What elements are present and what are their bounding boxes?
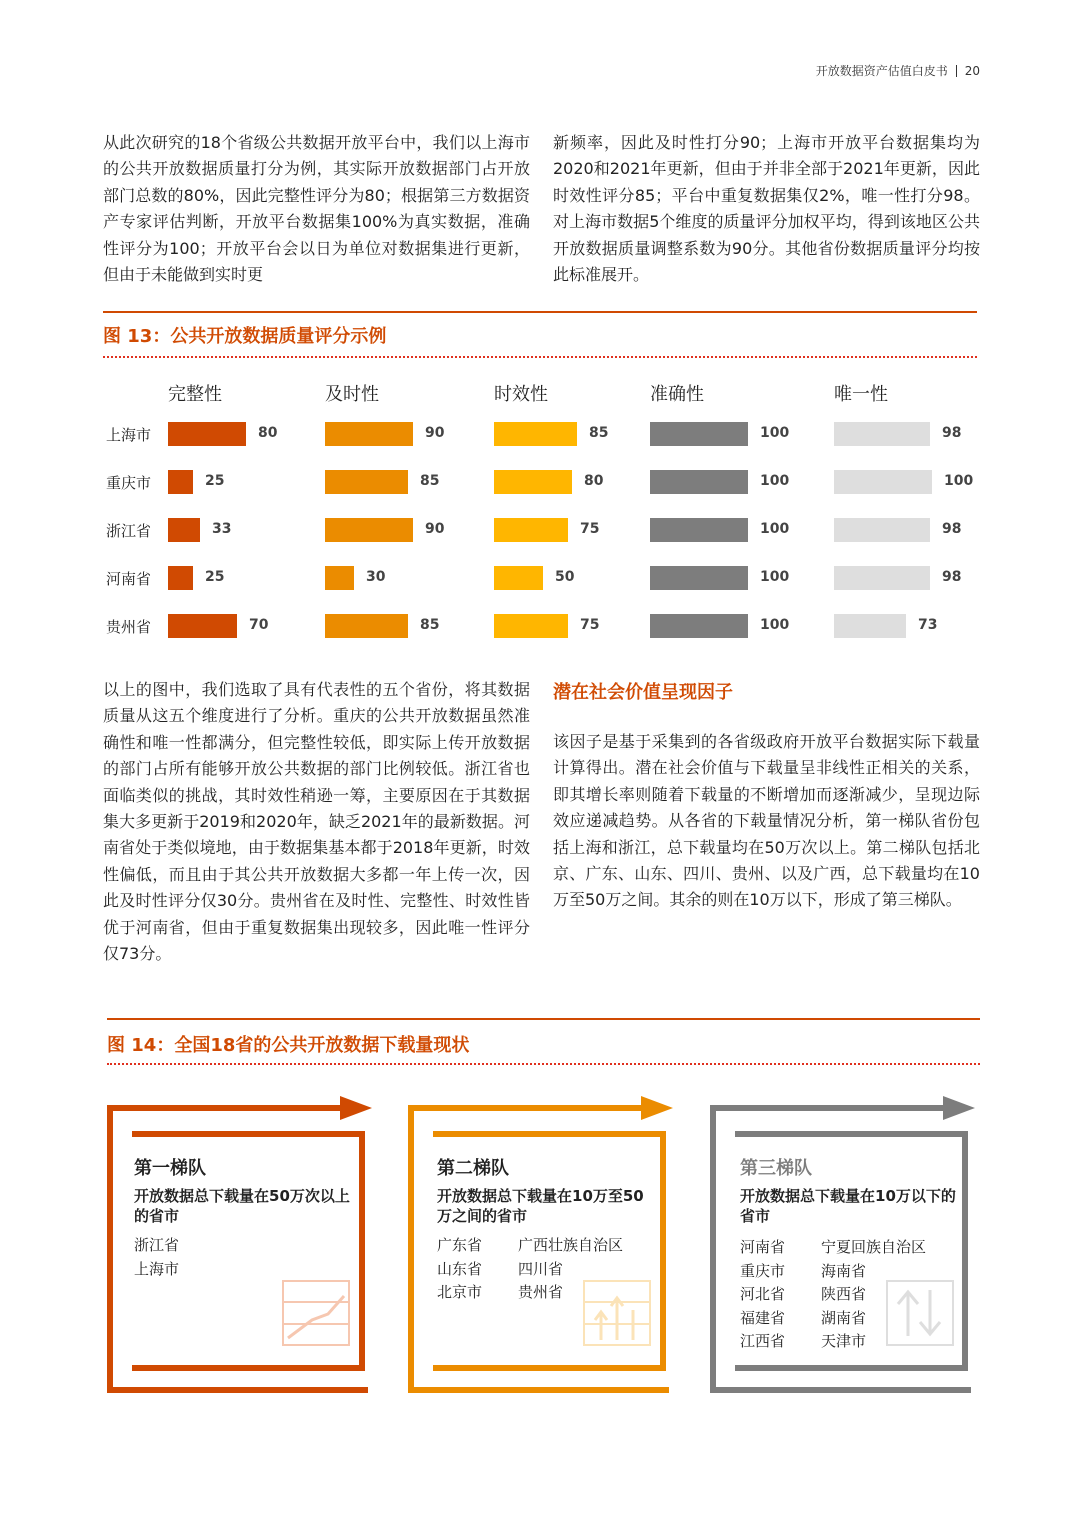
bar-value-label: 85 [420,617,440,633]
bar-chart-icon [583,1280,651,1346]
bar-value-label: 98 [942,521,962,537]
figure13-dotted-rule [103,356,977,358]
figure14-title: 图 14：全国18省的公共开放数据下载量现状 [107,1035,470,1056]
bar-value-label: 50 [555,569,575,585]
bar [168,614,237,638]
bar-value-label: 30 [366,569,386,585]
bar [494,614,568,638]
tier2-province: 广西壮族自治区 [518,1236,624,1254]
province-label: 浙江省 [106,522,152,540]
bar [494,422,577,446]
bar [834,422,930,446]
analysis-paragraph: 以上的图中，我们选取了具有代表性的五个省份，将其数据质量从这五个维度进行了分析。重庆的公共开放数据虽然准确性和唯一性都满分，但完整性较低，即实际上传开放数据的部门占所有能够开放公共数据的部门比例较低。浙江省也面临类似的挑战，其时效性稍逊一筹，主要原因在于其数据集大多更新于2019和2020年，缺乏2021年的最新数据。河南省处于类似境地，由于数据集基本都于2018年更新，时效性偏低，而且由于其公共开放数据大多都一年上传一次，因此及时性评分仅30分。贵州省在及时性、完整性、时效性皆优于河南省，但由于重复数据集出现较多，因此唯一性评分仅73分。 [103,680,530,964]
tier2-province: 四川省 [518,1259,564,1278]
tier3-province: 重庆市 [740,1261,786,1280]
tier3-province: 河北省 [740,1285,786,1303]
tier1-desc: 开放数据总下载量在50万次以上的省市 [134,1187,350,1225]
figure13-top-rule [103,311,977,313]
bar-value-label: 80 [258,425,278,441]
bar-value-label: 73 [918,617,938,633]
bar-value-label: 100 [760,425,790,441]
social-value-paragraph: 该因子是基于采集到的各省级政府开放平台数据实际下载量计算得出。潜在社会价值与下载量呈非线性正相关的关系，即其增长率则随着下载量的不断增加而逐渐减少，呈现边际效应递减趋势。从各省的下载量情况分析，第一梯队省份包括上海和浙江，总下载量均在50万次以上。第二梯队包括北京、广东、山东、四川、贵州、以及广西，总下载量均在10万至50万之间。其余的则在10万以下，形成了第三梯队。 [553,732,980,910]
bar [325,470,408,494]
figure14-top-rule [107,1018,980,1020]
section-subhead: 潜在社会价值呈现因子 [553,682,733,703]
bar [325,518,413,542]
dimension-label: 时效性 [494,384,548,405]
bar [834,470,932,494]
bar [168,518,200,542]
tier3-province: 海南省 [821,1261,867,1280]
tier1-title: 第一梯队 [134,1158,206,1179]
page-number: 20 [964,64,980,78]
tier3-province: 河南省 [740,1238,786,1256]
bar [834,566,930,590]
bar-value-label: 80 [584,473,604,489]
bar [650,422,748,446]
bar-value-label: 100 [944,473,974,489]
tier3-province: 宁夏回族自治区 [821,1238,927,1256]
page-header [816,62,980,79]
bar [325,614,408,638]
bar [650,566,748,590]
bar-value-label: 85 [589,425,609,441]
bar [650,518,748,542]
tier2-province: 北京市 [437,1283,483,1301]
bar-value-label: 25 [205,569,225,585]
figure13-title: 图 13：公共开放数据质量评分示例 [103,326,387,347]
bar [834,518,930,542]
bar-value-label: 70 [249,617,269,633]
bar-value-label: 75 [580,617,600,633]
bar-value-label: 25 [205,473,225,489]
province-label: 上海市 [106,426,152,444]
tier2-title: 第二梯队 [437,1158,509,1179]
bar [168,470,193,494]
tier3-province: 湖南省 [821,1308,867,1327]
tier3-desc: 开放数据总下载量在10万以下的省市 [740,1187,956,1225]
tier3-province: 江西省 [740,1332,786,1350]
tier3-province: 陕西省 [821,1285,867,1303]
bar [325,566,354,590]
province-label: 重庆市 [106,474,152,492]
tier3-list-col1 [740,1236,785,1354]
bar-value-label: 100 [760,521,790,537]
tier1-province: 浙江省 [134,1236,180,1254]
bar-value-label: 98 [942,425,962,441]
figure14-dotted-rule [107,1063,980,1065]
tier1-province: 上海市 [134,1259,180,1278]
dimension-label: 准确性 [650,384,704,405]
bar [168,566,193,590]
bar-value-label: 98 [942,569,962,585]
tier1-list [134,1234,179,1281]
province-label: 河南省 [106,570,152,588]
doc-title: 开放数据资产估值白皮书 [815,64,948,78]
bar [325,422,413,446]
bar [494,518,568,542]
intro-paragraph-right: 新频率，因此及时性打分90；上海市开放平台数据集均为2020和2021年更新，但由于并非全部于2021年更新，因此时效性评分85；平台中重复数据集仅2%，唯一性打分98。对上海市数据5个维度的质量评分加权平均，得到该地区公共开放数据质量调整系数为90分。其他省份数据质量评分均按此标准展开。 [553,133,980,285]
bar-value-label: 75 [580,521,600,537]
dimension-label: 及时性 [325,384,379,405]
bar-value-label: 100 [760,617,790,633]
header-divider [956,65,957,77]
tier2-province: 广东省 [437,1236,483,1254]
tier3-province: 福建省 [740,1308,786,1327]
bar [650,470,748,494]
bar [650,614,748,638]
intro-paragraph-left: 从此次研究的18个省级公共数据开放平台中，我们以上海市的公共开放数据质量打分为例，其实际开放数据部门占开放部门总数的80%，因此完整性评分为80；根据第三方数据资产专家评估判断，开放平台数据集100%为真实数据，准确性评分为100；开放平台会以日为单位对数据集进行更新，但由于未能做到实时更 [103,133,530,285]
line-chart-icon [282,1280,350,1346]
bar [834,614,906,638]
tier2-province: 山东省 [437,1259,483,1278]
bar [168,422,246,446]
bar [494,470,572,494]
dimension-label: 唯一性 [834,384,888,405]
province-label: 贵州省 [106,618,152,636]
bar-value-label: 90 [425,521,445,537]
tier2-province: 贵州省 [518,1283,564,1301]
up-down-arrows-icon [886,1280,954,1346]
bar [494,566,543,590]
bar-value-label: 90 [425,425,445,441]
tier2-desc: 开放数据总下载量在10万至50万之间的省市 [437,1187,644,1225]
tier2-list-col1 [437,1234,482,1305]
tier3-title: 第三梯队 [740,1158,812,1179]
bar-value-label: 100 [760,473,790,489]
bar-value-label: 85 [420,473,440,489]
dimension-label: 完整性 [168,384,222,405]
bar-value-label: 100 [760,569,790,585]
tier3-province: 天津市 [821,1332,867,1350]
bar-value-label: 33 [212,521,232,537]
